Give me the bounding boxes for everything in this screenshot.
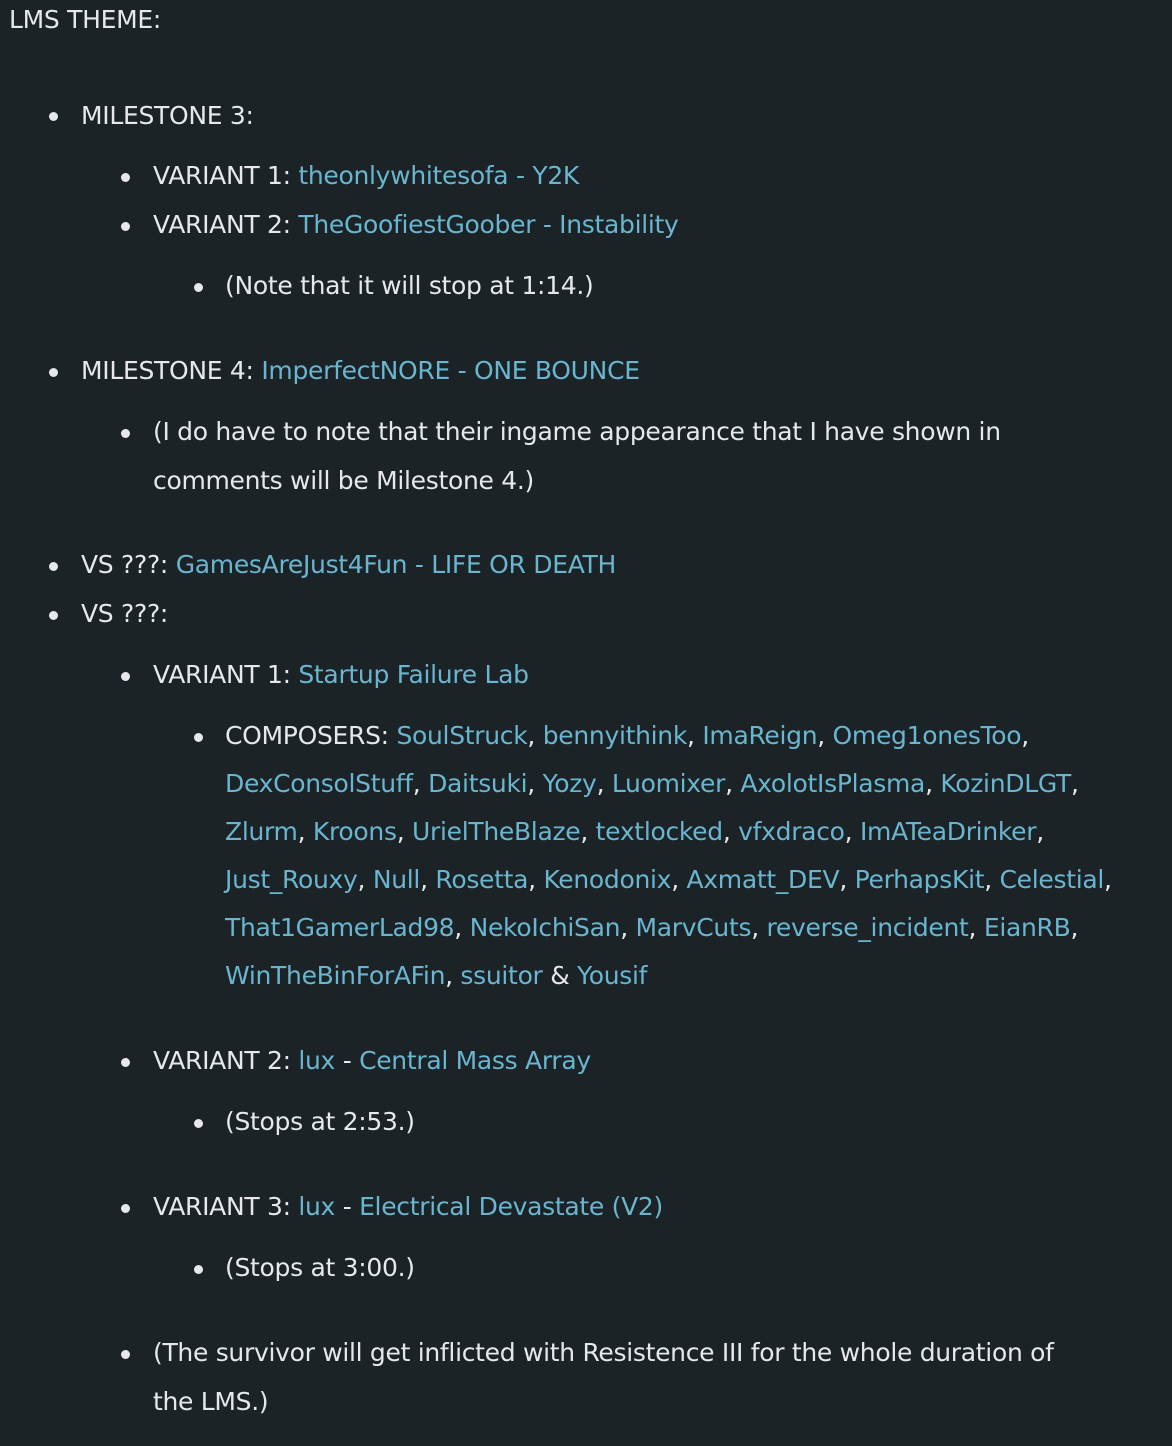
bullet-icon [121,1204,130,1213]
composer-link[interactable]: DexConsolStuff [225,769,413,798]
bullet-icon [194,1119,203,1128]
final-note-line-2: the LMS.) [153,1387,269,1416]
bullet-icon [194,283,203,292]
list-item-vs2-variant-2 [153,1043,591,1079]
item-label: MILESTONE 3: [81,101,254,130]
item-label: VARIANT 3: [153,1192,299,1221]
composer-link[interactable]: ssuitor [460,961,543,990]
composers-list [225,712,1125,1000]
composer-link[interactable]: WinTheBinForAFin [225,961,446,990]
track-link[interactable]: TheGoofiestGoober - Instability [298,210,679,239]
track-link[interactable]: Startup Failure Lab [298,660,529,689]
list-item-note: (Note that it will stop at 1:14.) [225,271,594,300]
bullet-icon [121,429,130,438]
composer-link[interactable]: reverse_incident [766,913,969,942]
composer-link[interactable]: Zlurm [225,817,298,846]
list-item-milestone-3 [81,98,254,134]
bullet-icon [121,672,130,681]
composer-link[interactable]: ImATeaDrinker [859,817,1037,846]
list-item-note-line-2: comments will be Milestone 4.) [153,466,534,495]
composer-link[interactable]: Yousif [577,961,648,990]
final-note-line-1: (The survivor will get inflicted with Resistence III for the whole duration of [153,1338,1054,1367]
composer-link[interactable]: Celestial [999,865,1105,894]
item-label: VARIANT 2: [153,210,299,239]
bullet-icon [49,562,58,571]
artist-link[interactable]: lux [298,1046,336,1075]
track-link[interactable]: Electrical Devastate (V2) [359,1192,663,1221]
track-link[interactable]: Central Mass Array [359,1046,591,1075]
bullet-icon [194,1265,203,1274]
list-item-m3-variant-1 [153,158,579,194]
composer-link[interactable]: vfxdraco [738,817,845,846]
list-item-m3-variant-2 [153,207,679,243]
list-item-vs-2 [81,596,168,632]
item-label: VARIANT 2: [153,1046,299,1075]
item-label: VS ???: [81,599,169,628]
bullet-icon [49,611,58,620]
composer-link[interactable]: Kenodonix [543,865,672,894]
artist-link[interactable]: lux [298,1192,336,1221]
composer-link[interactable]: Rosetta [435,865,529,894]
list-item-milestone-4 [81,353,640,389]
composer-link[interactable]: Kroons [312,817,397,846]
bullet-icon [194,733,203,742]
item-label: VARIANT 1: [153,660,299,689]
separator: - [335,1046,360,1075]
composers-label: COMPOSERS: [225,721,397,750]
composer-link[interactable]: ImaReign [702,721,818,750]
item-label: MILESTONE 4: [81,356,262,385]
separator: - [335,1192,360,1221]
item-label: VS ???: [81,550,176,579]
composer-link[interactable]: textlocked [595,817,723,846]
list-item-vs2-variant-1 [153,657,529,693]
track-link[interactable]: GamesAreJust4Fun - LIFE OR DEATH [175,550,617,579]
composer-link[interactable]: Omeg1onesToo [832,721,1022,750]
bullet-icon [121,1350,130,1359]
bullet-icon [121,222,130,231]
composer-link[interactable]: Just_Rouxy [225,865,358,894]
list-item-note: (Stops at 2:53.) [225,1107,415,1136]
composer-link[interactable]: MarvCuts [635,913,752,942]
composer-link[interactable]: Null [372,865,421,894]
track-link[interactable]: theonlywhitesofa - Y2K [298,161,580,190]
composer-link[interactable]: Yozy [542,769,597,798]
composer-link[interactable]: AxolotIsPlasma [740,769,926,798]
list-item-note-line-1: (I do have to note that their ingame appearance that I have shown in [153,417,1001,446]
composer-link[interactable]: That1GamerLad98 [225,913,455,942]
composer-link[interactable]: Luomixer [611,769,726,798]
composer-link[interactable]: KozinDLGT [940,769,1071,798]
list-item-vs2-variant-3 [153,1189,663,1225]
composer-link[interactable]: Daitsuki [428,769,528,798]
composer-link[interactable]: NekoIchiSan [469,913,621,942]
page-heading: LMS THEME: [9,5,161,34]
composer-link[interactable]: SoulStruck [396,721,528,750]
list-item-vs-1 [81,547,616,583]
composer-link[interactable]: EianRB [983,913,1071,942]
composer-link[interactable]: Axmatt_DEV [686,865,840,894]
item-label: VARIANT 1: [153,161,299,190]
composer-link[interactable]: UrielTheBlaze [412,817,581,846]
bullet-icon [49,112,58,121]
track-link[interactable]: ImperfectNORE - ONE BOUNCE [261,356,640,385]
composer-names: SoulStruck, bennyithink, ImaReign, Omeg1onesToo, DexConsolStuff, Daitsuki, Yozy, Luomixer, AxolotIsPlasma, KozinDLGT, Zlurm, Kroons, UrielTheBlaze, textlocked, vfxdraco, ImATeaDrinker, Just_Rouxy, Null, Rosetta, Kenodonix, Axmatt_DEV, PerhapsKit, Celestial, That1GamerLad98, NekoIchiSan, MarvCuts, reverse_incident, EianRB, WinTheBinForAFin, ssuitor & Yousif [225,721,1112,990]
composer-link[interactable]: PerhapsKit [854,865,985,894]
bullet-icon [121,173,130,182]
composer-link[interactable]: bennyithink [542,721,688,750]
list-item-note: (Stops at 3:00.) [225,1253,415,1282]
bullet-icon [121,1058,130,1067]
bullet-icon [49,368,58,377]
